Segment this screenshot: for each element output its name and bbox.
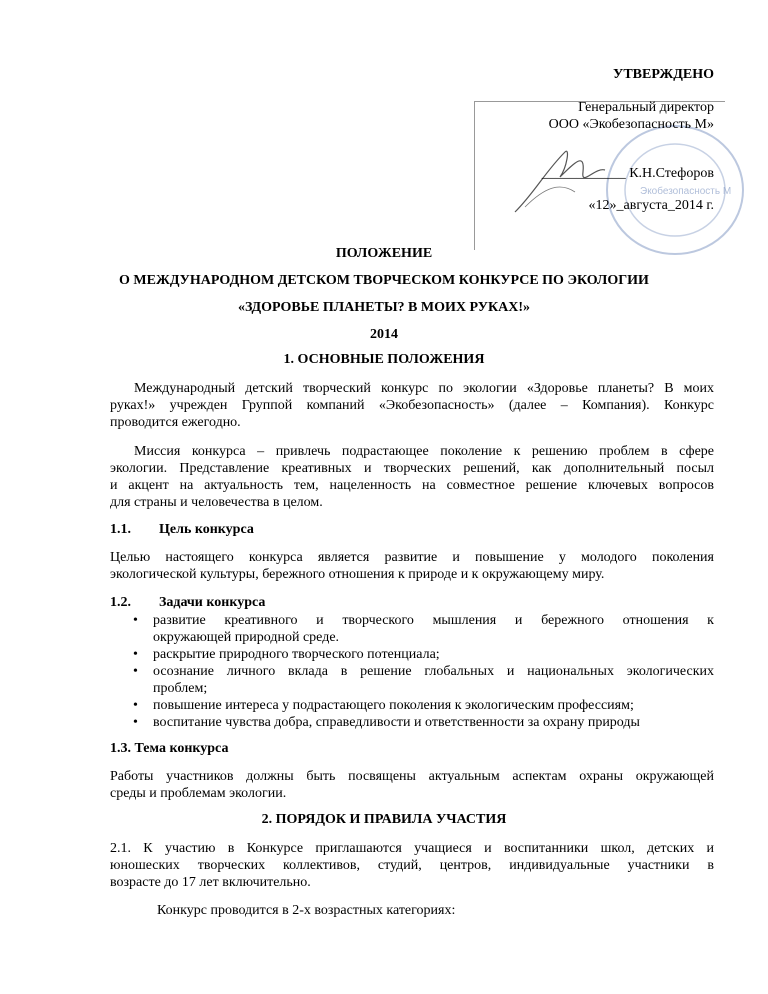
section-1-paragraph-1: Международный детский творческий конкурс по экологии «Здоровье планеты? В моих руках!» учрежден Группой компаний «Экобезопасность» (далее – Компания). Конкурс проводится ежегодно. [110,381,714,430]
list-item: • повышение интереса у подрастающего поколения к экологическим профессиям; [133,698,634,713]
list-item: • осознание личного вклада в решение глобальных и национальных экологических проблем; [133,664,714,696]
subsection-1-3-title: 1.3. Тема конкурса [110,741,229,756]
subsection-1-1-number: 1.1. [110,522,131,537]
approver-signature-line: ____________ К.Н.Стефоров [541,166,714,181]
subsection-1-2-title: Задачи конкурса [159,595,266,610]
section-2-heading: 2. ПОРЯДОК И ПРАВИЛА УЧАСТИЯ [261,812,507,827]
subsection-1-2-number: 1.2. [110,595,131,610]
subsection-1-1-title: Цель конкурса [159,522,254,537]
section-1-heading: 1. ОСНОВНЫЕ ПОЛОЖЕНИЯ [283,352,485,367]
section-2-paragraph-1: 2.1. К участию в Конкурсе приглашаются учащиеся и воспитанники школ, детских и юношеских творческих коллективов, студий, центров, индивидуальные участники в возрасте до 17 лет включительно. [110,841,714,890]
contest-name: «ЗДОРОВЬЕ ПЛАНЕТЫ? В МОИХ РУКАХ!» [237,300,531,315]
section-2-paragraph-2: Конкурс проводится в 2-х возрастных категориях: [157,903,456,918]
list-item: • раскрытие природного творческого потенциала; [133,647,440,662]
tasks-list [133,612,714,731]
list-item: • развитие креативного и творческого мышления и бережного отношения к окружающей природной среде. [133,613,714,645]
approver-position: Генеральный директор [578,100,714,115]
list-item: • воспитание чувства добра, справедливости и ответственности за охрану природы [133,715,640,730]
stamp-text: Экобезопасность М [640,186,732,197]
doc-subtitle: О МЕЖДУНАРОДНОМ ДЕТСКОМ ТВОРЧЕСКОМ КОНКУРСЕ ПО ЭКОЛОГИИ [119,273,649,288]
section-1-paragraph-2: Миссия конкурса – привлечь подрастающее поколение к решению проблем в сфере экологии. Представление креативных и творческих решений, как дополнительный посыл и акцент на актуальность тем, нацеленность на совместное решение ключевых вопросов для страны и человечества в целом. [110,444,714,510]
doc-year: 2014 [370,327,398,342]
approved-label: УТВЕРЖДЕНО [613,67,714,82]
subsection-1-3-text: Работы участников должны быть посвящены актуальным аспектам охраны окружающей среды и проблемам экологии. [110,769,714,801]
approval-date: «12»_августа_2014 г. [588,198,714,213]
subsection-1-1-text: Целью настоящего конкурса является развитие и повышение у молодого поколения экологической культуры, бережного отношения к природе и к окружающему миру. [110,550,714,582]
approver-company: ООО «Экобезопасность М» [548,117,714,132]
doc-title: ПОЛОЖЕНИЕ [335,246,433,261]
